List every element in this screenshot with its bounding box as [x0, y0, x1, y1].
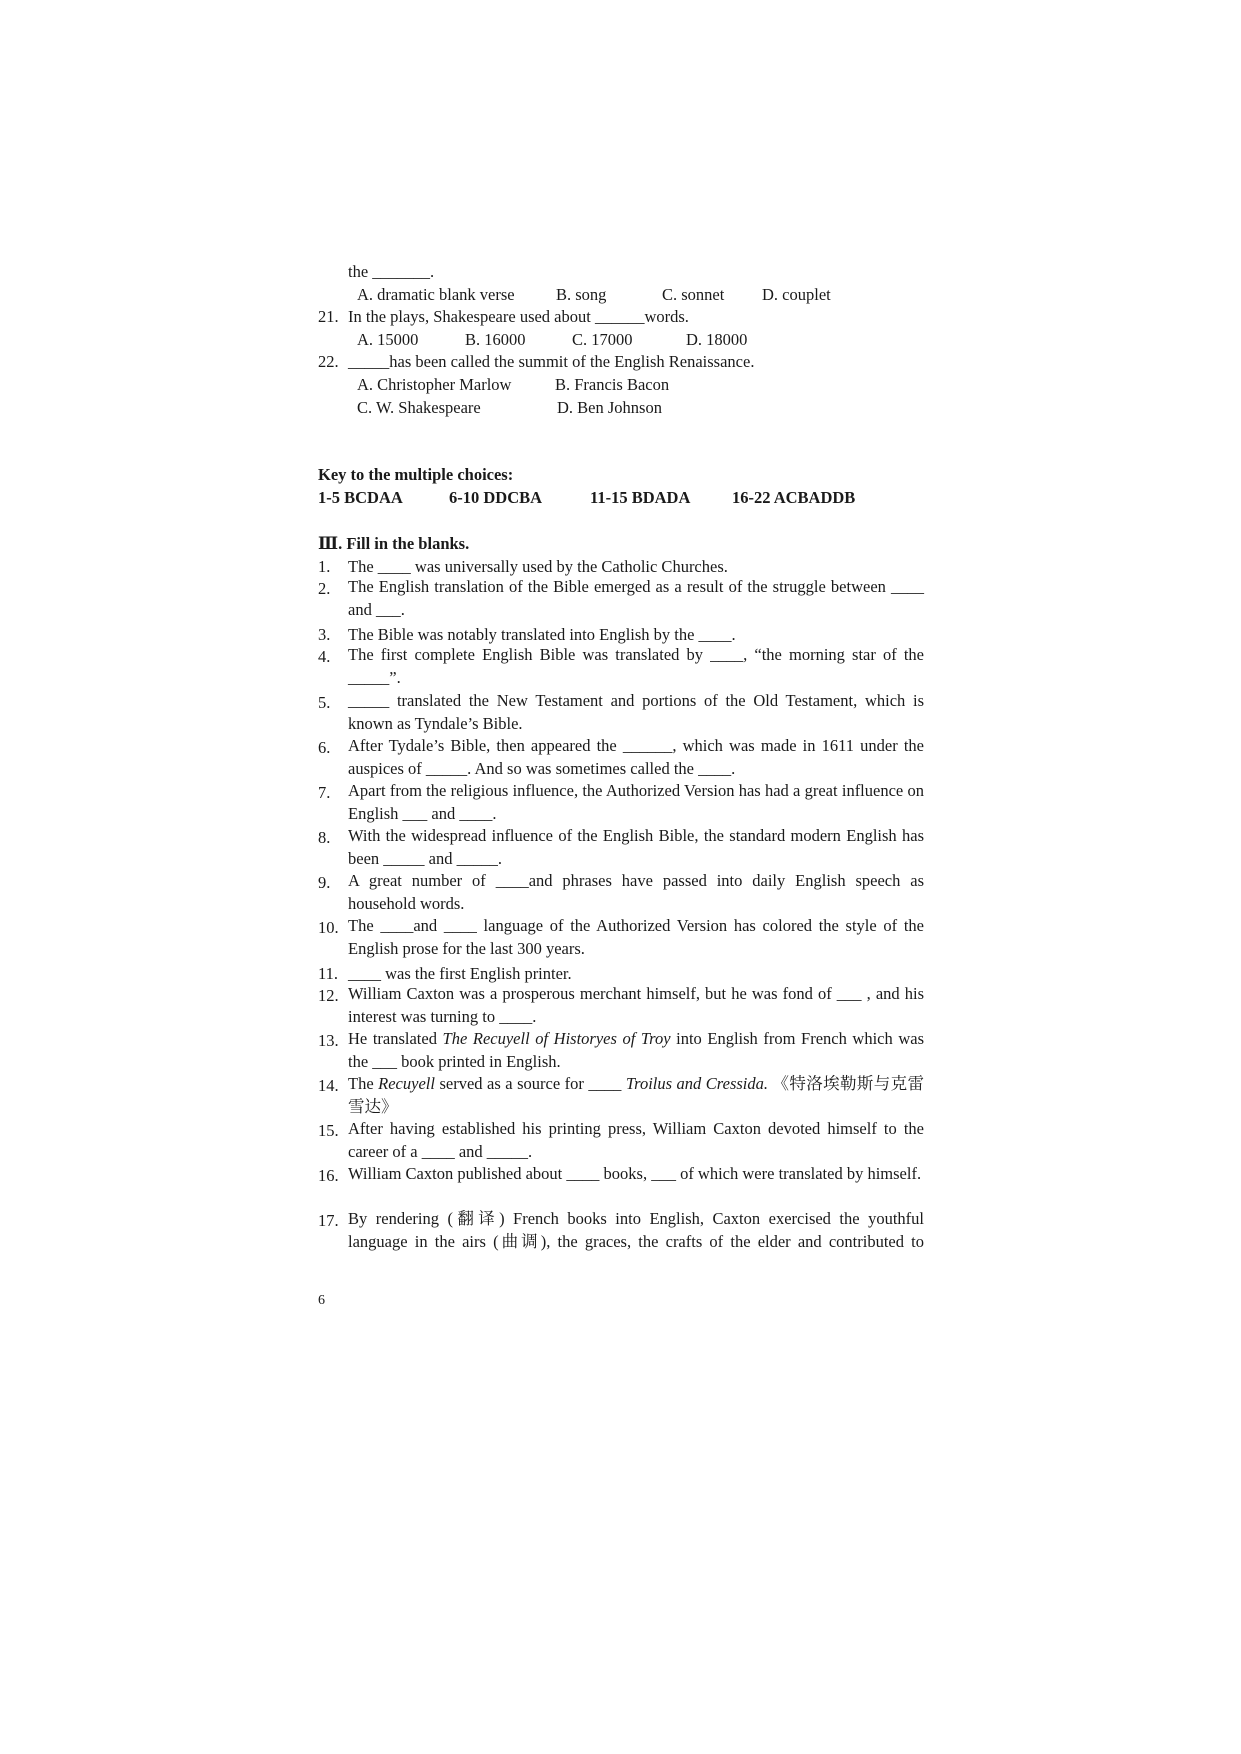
- play-title: Troilus and Cressida.: [625, 1074, 768, 1093]
- item-8-number: 8.: [318, 828, 331, 847]
- item-17-text: By rendering (翻译) French books into English, Caxton exercised the youthful language in the airs (曲调), the graces, the crafts of the elder and contributed to: [348, 1209, 924, 1251]
- item-16-text: William Caxton published about ____ books, ___ of which were translated by himself.: [348, 1164, 922, 1183]
- answer-key-group-3: 11-15 BDADA: [590, 488, 691, 507]
- item-7-text: Apart from the religious influence, the Authorized Version has had a great influence on English ___ and ____.: [348, 781, 924, 823]
- item-12-number: 12.: [318, 986, 339, 1005]
- item-11-text: ____ was the first English printer.: [348, 964, 572, 983]
- q22-option-c: C. W. Shakespeare: [357, 398, 481, 417]
- item-1-number: 1.: [318, 557, 331, 576]
- q22-option-a: A. Christopher Marlow: [357, 375, 512, 394]
- item-17-number: 17.: [318, 1211, 339, 1230]
- q20-option-a: A. dramatic blank verse: [357, 285, 515, 304]
- item-14-number: 14.: [318, 1076, 339, 1095]
- q21-option-d: D. 18000: [686, 330, 748, 349]
- item-5-text: _____ translated the New Testament and portions of the Old Testament, which is known as Tyndale’s Bible.: [348, 691, 924, 733]
- item-7-number: 7.: [318, 783, 331, 802]
- item-14-text: The Recuyell served as a source for ____ Troilus and Cressida. 《特洛埃勒斯与克雷雪达》: [348, 1074, 924, 1116]
- item-11-number: 11.: [318, 964, 339, 983]
- q21-option-c: C. 17000: [572, 330, 633, 349]
- page-number: 6: [318, 1293, 325, 1308]
- item-13-number: 13.: [318, 1031, 339, 1050]
- q20-option-c: C. sonnet: [662, 285, 725, 304]
- item-2-number: 2.: [318, 579, 331, 598]
- item-15-text: After having established his printing press, William Caxton devoted himself to the career of a ____ and _____.: [348, 1119, 924, 1161]
- book-title: The Recuyell of Historyes of Troy: [442, 1029, 671, 1048]
- answer-key-group-1: 1-5 BCDAA: [318, 488, 403, 507]
- answer-key-title: Key to the multiple choices:: [318, 465, 514, 484]
- q20-stem: the _______.: [348, 262, 435, 281]
- section-heading: [318, 536, 469, 553]
- item-4-text: The first complete English Bible was translated by ____, “the morning star of the _____”.: [348, 645, 924, 687]
- item-13-text: He translated The Recuyell of Historyes of Troy into English from French which was the ___ book printed in English.: [348, 1029, 924, 1071]
- q20-option-b: B. song: [556, 285, 607, 304]
- item-5-number: 5.: [318, 693, 331, 712]
- section-number: Ⅲ.: [318, 534, 343, 553]
- q21-option-b: B. 16000: [465, 330, 526, 349]
- item-4-number: 4.: [318, 647, 331, 666]
- q21-number: 21.: [318, 307, 339, 326]
- item-8-text: With the widespread influence of the English Bible, the standard modern English has been _____ and _____.: [348, 826, 924, 868]
- item-12-text: William Caxton was a prosperous merchant himself, but he was fond of ___ , and his interest was turning to ____.: [348, 984, 924, 1026]
- item-6-number: 6.: [318, 738, 331, 757]
- q20-option-d: D. couplet: [762, 285, 831, 304]
- item-15-number: 15.: [318, 1121, 339, 1140]
- item-3-text: The Bible was notably translated into English by the ____.: [348, 625, 736, 644]
- item-3-number: 3.: [318, 625, 331, 644]
- item-10-number: 10.: [318, 918, 339, 937]
- item-10-text: The ____and ____ language of the Authorized Version has colored the style of the English prose for the last 300 years.: [348, 916, 924, 958]
- q22-number: 22.: [318, 352, 339, 371]
- section-title: Fill in the blanks.: [346, 534, 470, 553]
- item-9-number: 9.: [318, 873, 331, 892]
- q22-option-b: B. Francis Bacon: [555, 375, 670, 394]
- item-6-text: After Tydale’s Bible, then appeared the ______, which was made in 1611 under the auspices of _____. And so was sometimes called the ____.: [348, 736, 924, 778]
- q21-stem: In the plays, Shakespeare used about ______words.: [348, 307, 689, 326]
- item-9-text: A great number of ____and phrases have passed into daily English speech as household words.: [348, 871, 924, 913]
- answer-key-group-2: 6-10 DDCBA: [449, 488, 543, 507]
- q21-option-a: A. 15000: [357, 330, 419, 349]
- item-2-text: The English translation of the Bible emerged as a result of the struggle between ____ and ___.: [348, 577, 924, 619]
- q22-stem: _____has been called the summit of the English Renaissance.: [348, 352, 755, 371]
- item-1-text: The ____ was universally used by the Catholic Churches.: [348, 557, 728, 576]
- book-title-short: Recuyell: [378, 1074, 435, 1093]
- q22-option-d: D. Ben Johnson: [557, 398, 662, 417]
- answer-key-group-4: 16-22 ACBADDB: [732, 488, 856, 507]
- item-16-number: 16.: [318, 1166, 339, 1185]
